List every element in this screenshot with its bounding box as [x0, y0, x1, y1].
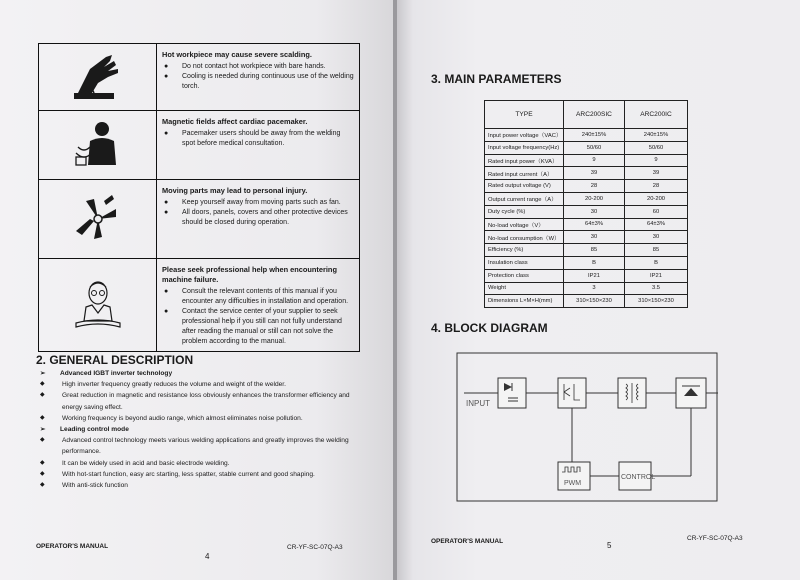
safety-title: Hot workpiece may cause severe scalding. [162, 50, 312, 59]
parameter-value-cell: IP21 [564, 269, 625, 282]
safety-item: Pacemaker users should be away from the welding spot before medical consultation. [182, 130, 341, 147]
bullet-dot-icon: ● [164, 73, 169, 80]
parameter-name-cell: Dimensions L×M×H(mm) [485, 295, 564, 308]
parameter-name-cell: Rated input current（A） [485, 167, 564, 180]
parameters-table [484, 100, 688, 308]
main-parameters-title: 3. MAIN PARAMETERS [431, 72, 562, 86]
reading-person-icon [39, 259, 157, 351]
subsection-heading-text: Advanced IGBT inverter technology [60, 370, 173, 377]
safety-title: Moving parts may lead to personal injury. [162, 186, 308, 195]
safety-item: Cooling is needed during continuous use of the welding torch. [182, 73, 354, 90]
rectifier-block [498, 378, 526, 408]
safety-title: Magnetic fields affect cardiac pacemaker. [162, 117, 308, 126]
diamond-bullet-icon: ◆ [40, 381, 45, 388]
parameter-value-cell: 240±15% [625, 129, 688, 142]
page-number: 5 [607, 541, 612, 550]
parameter-value-cell: 310×150×230 [564, 295, 625, 308]
arrow-bullet-icon: ➢ [40, 370, 46, 377]
parameter-name-cell: Rated output voltage (V) [485, 180, 564, 193]
list-item: Working frequency is beyond audio range, which almost eliminates noise pollution. [62, 414, 303, 422]
table-row [485, 205, 688, 218]
safety-item: Do not contact hot workpiece with bare hands. [182, 63, 326, 70]
diamond-bullet-icon: ◆ [40, 392, 45, 399]
parameter-value-cell: 64±3% [625, 218, 688, 231]
document-code: CR-YF-SC-07Q-A3 [287, 544, 343, 551]
list-item: Advanced control technology meets various welding applications and greatly improves the welding performance. [62, 437, 349, 456]
parameter-value-cell: 64±3% [564, 218, 625, 231]
hot-workpiece-hand-icon [39, 44, 157, 110]
moving-parts-hand-icon [39, 180, 157, 258]
parameter-value-cell: 39 [564, 167, 625, 180]
parameter-name-cell: Weight [485, 282, 564, 295]
safety-row-professional-help [39, 259, 359, 351]
parameter-value-cell: 20-200 [564, 192, 625, 205]
left-page [0, 0, 395, 580]
table-row [485, 129, 688, 142]
safety-row-pacemaker [39, 111, 359, 180]
table-row [485, 180, 688, 193]
parameter-value-cell: 310×150×230 [625, 295, 688, 308]
subsection-heading [40, 424, 360, 435]
parameter-value-cell: 9 [564, 154, 625, 167]
block-diagram [456, 352, 718, 502]
control-label: CONTROL [621, 474, 656, 481]
diamond-bullet-icon: ◆ [40, 482, 45, 489]
table-row [485, 269, 688, 282]
table-row [485, 154, 688, 167]
table-row [485, 167, 688, 180]
table-row [485, 231, 688, 244]
parameter-value-cell: 28 [625, 180, 688, 193]
table-header-row [485, 101, 688, 129]
parameter-value-cell: 30 [564, 205, 625, 218]
parameter-value-cell: 20-200 [625, 192, 688, 205]
diamond-bullet-icon: ◆ [40, 459, 45, 466]
arrow-bullet-icon: ➢ [40, 426, 46, 434]
inverter-block [558, 378, 586, 408]
pacemaker-person-icon [39, 111, 157, 179]
input-label: INPUT [466, 399, 490, 408]
diamond-bullet-icon: ◆ [40, 470, 45, 477]
table-row [485, 256, 688, 269]
block-diagram-title: 4. BLOCK DIAGRAM [431, 321, 548, 335]
table-row [485, 295, 688, 308]
parameter-name-cell: No-load consumption（W） [485, 231, 564, 244]
parameter-name-cell: Efficiency (%) [485, 244, 564, 257]
parameter-value-cell: 85 [625, 244, 688, 257]
subsection-heading-text: Leading control mode [60, 426, 129, 434]
table-header: ARC200SIC [564, 101, 625, 129]
table-row [485, 282, 688, 295]
bullet-dot-icon: ● [164, 199, 169, 206]
safety-table [38, 43, 360, 352]
parameter-name-cell: Duty cycle (%) [485, 205, 564, 218]
list-item: High inverter frequency greatly reduces the volume and weight of the welder. [62, 381, 286, 389]
parameter-value-cell: 3.5 [625, 282, 688, 295]
parameter-value-cell: 9 [625, 154, 688, 167]
safety-row-hot [39, 44, 359, 111]
safety-item: All doors, panels, covers and other protective devices should be closed during operation. [182, 209, 348, 226]
safety-row-moving-parts [39, 180, 359, 259]
bullet-dot-icon: ● [164, 288, 169, 295]
parameter-value-cell: 39 [625, 167, 688, 180]
parameter-value-cell: B [625, 256, 688, 269]
bullet-dot-icon: ● [164, 130, 169, 137]
parameter-name-cell: Input power voltage（VAC） [485, 129, 564, 142]
table-header: ARC200IC [625, 101, 688, 129]
table-row [485, 244, 688, 257]
safety-item: Keep yourself away from moving parts such as fan. [182, 199, 341, 206]
document-code: CR-YF-SC-07Q-A3 [687, 535, 743, 542]
parameter-value-cell: 28 [564, 180, 625, 193]
parameter-value-cell: 85 [564, 244, 625, 257]
parameter-value-cell: 3 [564, 282, 625, 295]
footer-label: OPERATOR'S MANUAL [36, 543, 109, 550]
table-row [485, 192, 688, 205]
parameter-name-cell: Insulation class [485, 256, 564, 269]
table-row [485, 141, 688, 154]
bullet-dot-icon: ● [164, 308, 169, 315]
list-item: With anti-stick function [62, 482, 128, 490]
parameter-name-cell: Rated input power（KVA） [485, 154, 564, 167]
safety-title: Please seek professional help when encountering machine failure. [162, 265, 337, 284]
parameter-value-cell: 30 [625, 231, 688, 244]
parameter-name-cell: Output current range（A） [485, 192, 564, 205]
footer-label: OPERATOR'S MANUAL [431, 538, 504, 545]
parameter-value-cell: 240±15% [564, 129, 625, 142]
list-item: Great reduction in magnetic and resistance loss obviously enhances the transformer efficiency and energy saving effect. [62, 392, 350, 411]
list-item: With hot-start function, easy arc starting, less spatter, stable current and good shaping. [62, 470, 315, 478]
diamond-bullet-icon: ◆ [40, 437, 45, 444]
parameter-name-cell: Input voltage frequency(Hz) [485, 141, 564, 154]
parameter-value-cell: 50/60 [564, 141, 625, 154]
parameter-name-cell: Protection class [485, 269, 564, 282]
parameter-value-cell: 30 [564, 231, 625, 244]
parameter-value-cell: IP21 [625, 269, 688, 282]
parameter-value-cell: 60 [625, 205, 688, 218]
general-description [40, 368, 360, 491]
bullet-dot-icon: ● [164, 63, 169, 70]
bullet-dot-icon: ● [164, 209, 169, 216]
subsection-heading [40, 368, 360, 379]
diamond-bullet-icon: ◆ [40, 414, 45, 421]
list-item: It can be widely used in acid and basic electrode welding. [62, 459, 230, 467]
safety-item: Contact the service center of your supplier to seek professional help if you still can not fully understand after reading the manual or still can not solve the problem according to the manual. [182, 308, 342, 345]
general-description-title: 2. GENERAL DESCRIPTION [36, 353, 194, 367]
parameter-value-cell: B [564, 256, 625, 269]
table-header: TYPE [485, 101, 564, 129]
safety-item: Consult the relevant contents of this manual if you encounter any difficulties in installation and operation. [182, 288, 349, 305]
parameter-name-cell: No-load voltage（V） [485, 218, 564, 231]
table-row [485, 218, 688, 231]
page-number: 4 [205, 552, 210, 561]
parameter-value-cell: 50/60 [625, 141, 688, 154]
pwm-label: PWM [564, 480, 582, 487]
